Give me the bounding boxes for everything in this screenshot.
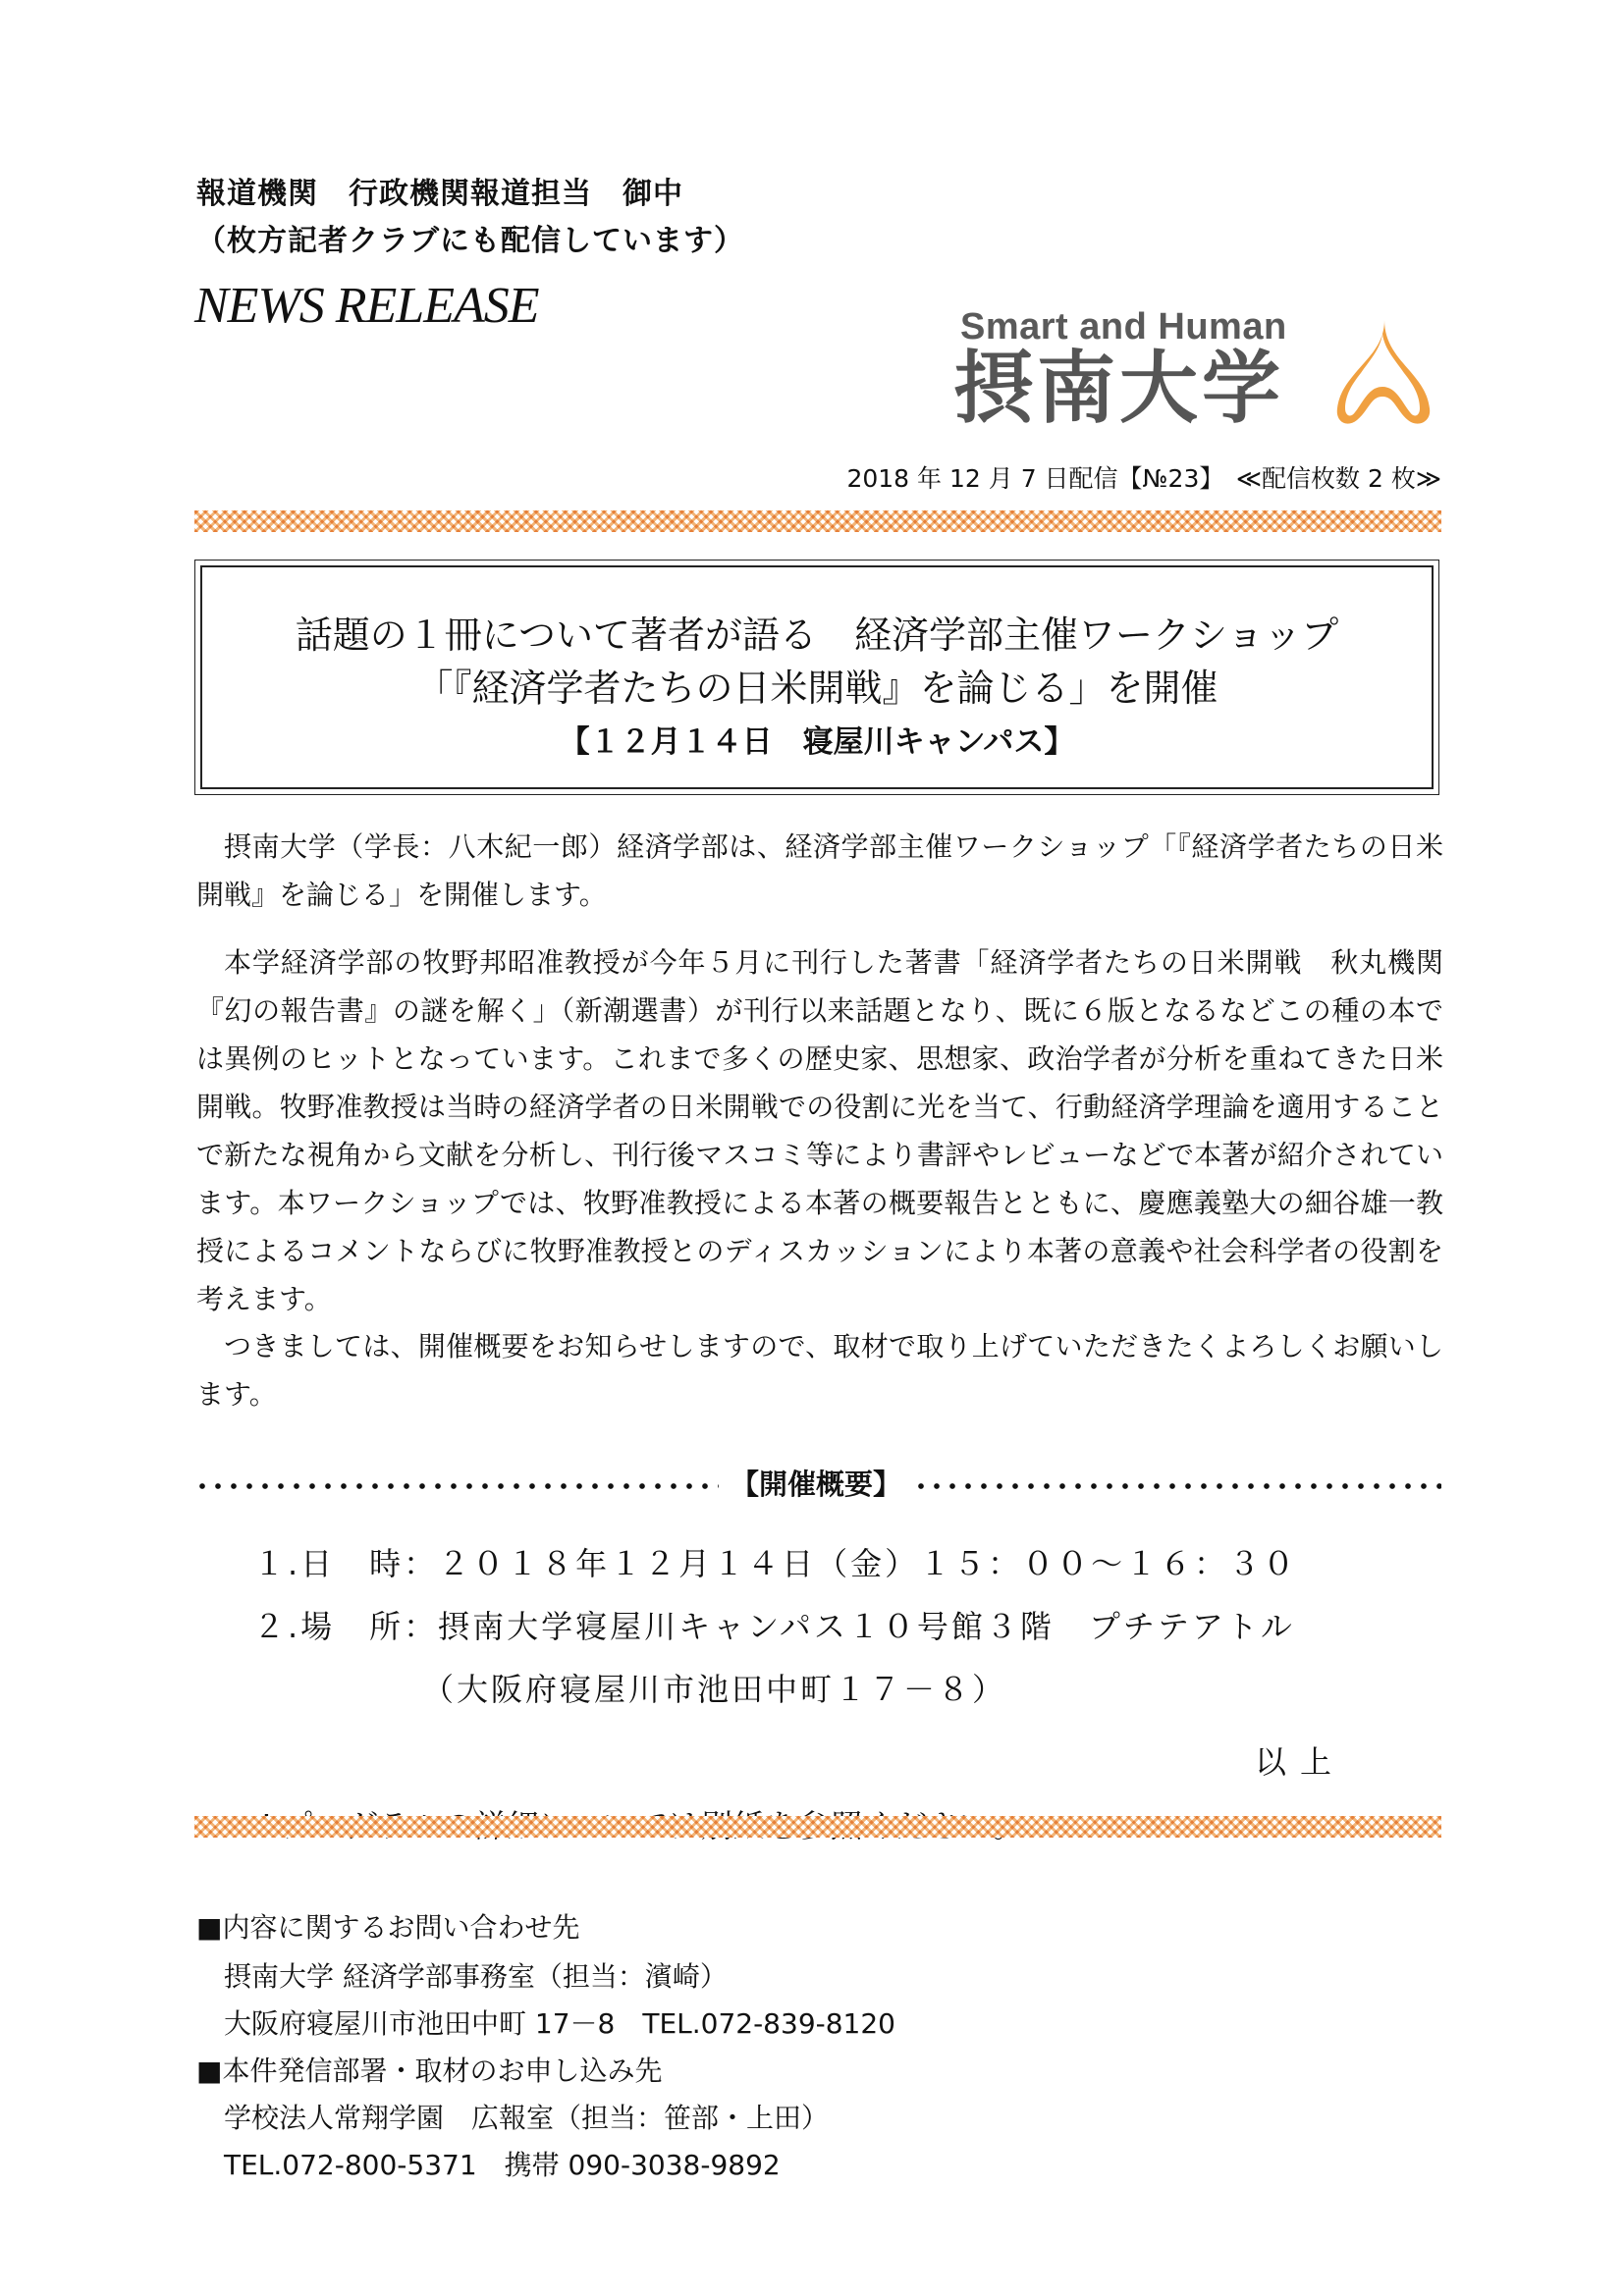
contact-press-heading: ■本件発信部署・取材のお申し込み先 xyxy=(196,2055,663,2087)
body-paragraph-3 xyxy=(196,1322,1443,1418)
title-box-inner xyxy=(200,565,1434,789)
contact-content-heading: ■内容に関するお問い合わせ先 xyxy=(196,1911,580,1944)
body-paragraph-1 xyxy=(196,823,1443,919)
university-logo xyxy=(954,306,1441,434)
event-place: ２.場 所：摂南大学寝屋川キャンパス１０号館３階 プチテアトル xyxy=(253,1608,1295,1645)
decorative-band xyxy=(194,510,1441,532)
logo-mark-icon xyxy=(1326,314,1441,434)
decorative-band xyxy=(194,1816,1441,1838)
closing-mark: 以上 xyxy=(1255,1743,1346,1781)
dotted-rule-left xyxy=(194,1483,719,1489)
event-address: （大阪府寝屋川市池田中町１７－８） xyxy=(422,1671,1007,1708)
logo-name: 摂南大学 xyxy=(954,343,1284,434)
contact-content-office: 摂南大学 経済学部事務室（担当：濱崎） xyxy=(224,1960,728,1993)
logo-tagline: Smart and Human xyxy=(960,306,1287,347)
title-line-2: 「『経済学者たちの日米開戦』を論じる」を開催 xyxy=(415,667,1218,710)
news-release-heading: NEWS RELEASE xyxy=(194,278,539,334)
summary-divider xyxy=(194,1463,1441,1506)
distribution-note: （枚方記者クラブにも配信しています） xyxy=(196,224,744,258)
dateline: 2018 年 12 月 7 日配信【№23】 ≪配信枚数 2 枚≫ xyxy=(846,464,1441,493)
title-box xyxy=(194,560,1439,795)
contact-content-address: 大阪府寝屋川市池田中町 17－8 TEL.072-839-8120 xyxy=(224,2007,895,2040)
event-date: １.日 時：２０１８年１２月１４日（金）１５：００～１６：３０ xyxy=(253,1545,1298,1582)
dotted-rule-right xyxy=(913,1483,1441,1489)
title-line-3: 【１２月１４日 寝屋川キャンパス】 xyxy=(559,724,1075,760)
paragraph-text: 摂南大学（学長：八木紀一郎）経済学部は、経済学部主催ワークショップ「『経済学者たちの日米開戦』を論じる」を開催します。 xyxy=(196,830,1443,911)
paragraph-text: 本学経済学部の牧野邦昭准教授が今年５月に刊行した著書「経済学者たちの日米開戦 秋丸機関『幻の報告書』の謎を解く」（新潮選書）が刊行以来話題となり、既に６版となるなどこの種の本では異例のヒットとなっています。これまで多くの歴史家、思想家、政治学者が分析を重ねてきた日米開戦。牧野准教授は当時の経済学者の日米開戦での役割に光を当て、行動経済学理論を適用することで新たな視角から文献を分析し、刊行後マスコミ等により書評やレビューなどで本著が紹介されています。本ワークショップでは、牧野准教授による本著の概要報告とともに、慶應義塾大の細谷雄一教授によるコメントならびに牧野准教授とのディスカッションにより本著の意義や社会科学者の役割を考えます。 xyxy=(196,946,1443,1315)
contact-press-phone: TEL.072-800-5371 携帯 090-3038-9892 xyxy=(224,2149,781,2181)
body-paragraph-2 xyxy=(196,938,1443,1323)
summary-label: 【開催概要】 xyxy=(730,1468,901,1501)
recipient-line: 報道機関 行政機関報道担当 御中 xyxy=(196,177,683,211)
contact-press-office: 学校法人常翔学園 広報室（担当：笹部・上田） xyxy=(224,2102,830,2134)
title-line-1: 話題の１冊について著者が語る 経済学部主催ワークショップ xyxy=(295,614,1339,657)
paragraph-text: つきましては、開催概要をお知らせしますので、取材で取り上げていただきたくよろしくお願いします。 xyxy=(196,1330,1443,1411)
